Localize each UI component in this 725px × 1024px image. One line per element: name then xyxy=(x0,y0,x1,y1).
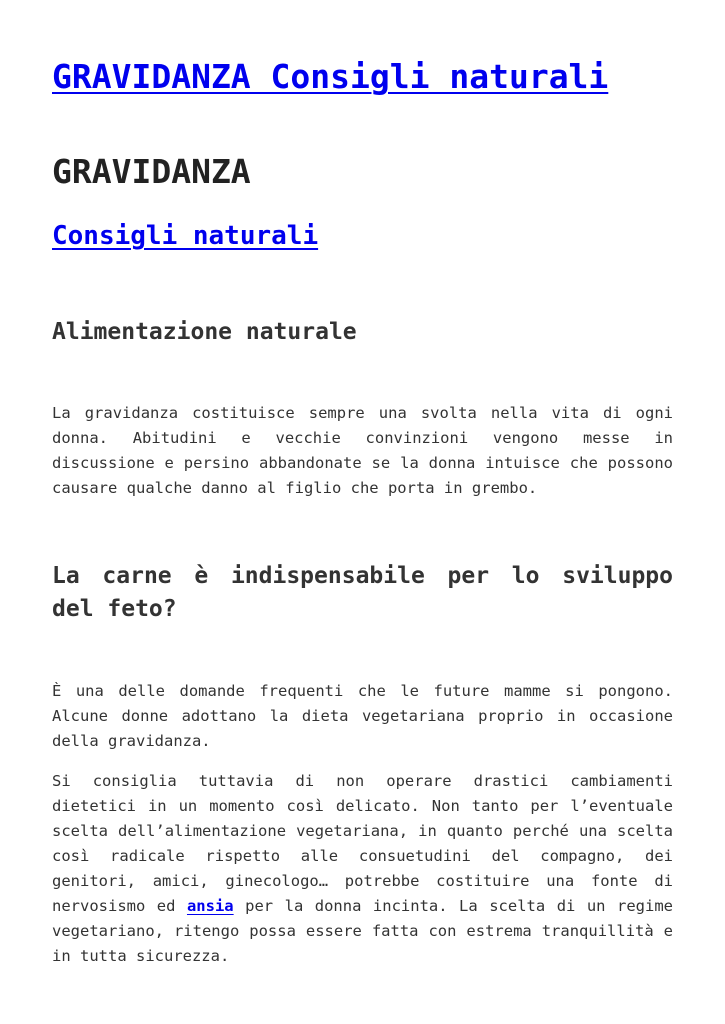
paragraph-intro: La gravidanza costituisce sempre una svolta nella vita di ogni donna. Abitudini e vecchie convinzioni vengono messe in discussione e persino abbandonate se la donna intuisce che possono causare qualche danno al figlio che porta in grembo. xyxy=(52,404,673,497)
paragraph-domande: È una delle domande frequenti che le future mamme si pongono. Alcune donne adottano la dieta vegetariana proprio in occasione della gravidanza. xyxy=(52,682,673,750)
post-title-link[interactable]: GRAVIDANZA Consigli naturali xyxy=(52,57,609,96)
paragraph-consiglio xyxy=(52,769,673,969)
post-title xyxy=(52,54,608,100)
paragraph-consiglio-text-after: per la donna incinta. La scelta di un regime vegetariano, ritengo possa essere fatta con estrema tranquillità e in tutta sicurezza. xyxy=(52,897,673,965)
subheading xyxy=(52,217,318,255)
ansia-link[interactable]: ansia xyxy=(186,897,234,915)
subheading-link[interactable]: Consigli naturali xyxy=(52,221,319,251)
section-heading-alimentazione: Alimentazione naturale xyxy=(52,319,357,345)
main-heading: GRAVIDANZA xyxy=(52,152,251,191)
paragraph-consiglio-text-before: Si consiglia tuttavia di non operare drastici cambiamenti dietetici in un momento così delicato. Non tanto per l’eventuale scelta dell’alimentazione vegetariana, in quanto perché una scelta così radicale rispetto alle consuetudini del compagno, dei genitori, amici, ginecologo… potrebbe costituire una fonte di nervosismo ed xyxy=(52,772,673,915)
section-heading-carne: La carne è indispensabile per lo sviluppo del feto? xyxy=(52,563,673,622)
